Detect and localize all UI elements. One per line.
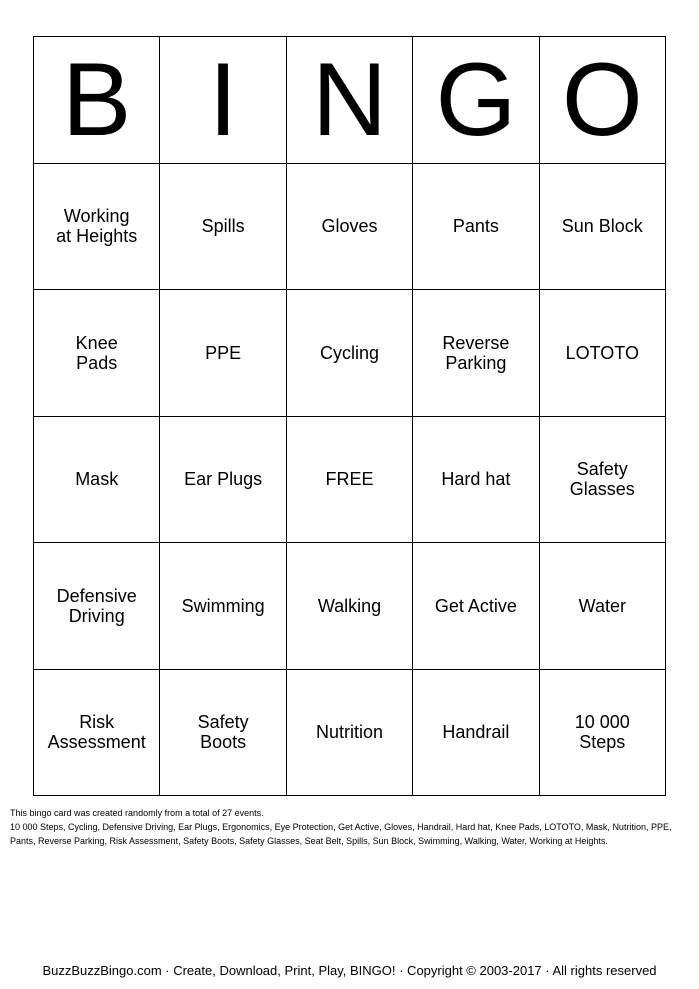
bingo-square xyxy=(287,164,413,291)
bingo-square-label: Working at Heights xyxy=(56,206,138,247)
bingo-card xyxy=(33,36,666,796)
bingo-square-label: Hard hat xyxy=(441,469,511,490)
bingo-square-label: Cycling xyxy=(319,342,379,363)
bingo-square-label: 10 000 Steps xyxy=(574,712,630,753)
bingo-square-label: Risk Assessment xyxy=(47,712,146,753)
bingo-square-label: Swimming xyxy=(181,595,265,616)
free-square xyxy=(287,417,413,544)
bingo-square-label: PPE xyxy=(205,342,242,363)
bingo-square-label: Mask xyxy=(75,469,119,490)
bingo-square-label: Safety Glasses xyxy=(569,459,635,500)
bingo-square-label: Reverse Parking xyxy=(442,332,510,373)
bingo-square xyxy=(287,670,413,797)
bingo-square xyxy=(34,543,160,670)
bingo-square-label: Sun Block xyxy=(561,216,643,237)
bingo-square-label: Handrail xyxy=(442,722,510,743)
bingo-square xyxy=(34,417,160,544)
bingo-square-label: Pants xyxy=(452,216,499,237)
bingo-square-label: Get Active xyxy=(434,595,517,616)
bingo-square xyxy=(160,670,286,797)
bingo-square-label: Knee Pads xyxy=(75,332,118,373)
bingo-square xyxy=(34,670,160,797)
bingo-square xyxy=(540,164,666,291)
bingo-square xyxy=(413,417,539,544)
bingo-square xyxy=(160,164,286,291)
header-letter-n: N xyxy=(287,37,413,164)
bingo-square-label: Walking xyxy=(317,595,382,616)
bingo-square-label: Water xyxy=(578,595,626,616)
bingo-square-label: LOTOTO xyxy=(565,342,639,363)
header-letter-i: I xyxy=(160,37,286,164)
bingo-square xyxy=(540,670,666,797)
bingo-square-label: Ear Plugs xyxy=(184,469,263,490)
bingo-square xyxy=(160,417,286,544)
bingo-square xyxy=(413,543,539,670)
bingo-square xyxy=(287,543,413,670)
bingo-square xyxy=(540,417,666,544)
bingo-square-label: Safety Boots xyxy=(197,712,249,753)
bingo-square-label: Spills xyxy=(201,216,245,237)
bingo-square-label: Gloves xyxy=(321,216,378,237)
bingo-square xyxy=(34,164,160,291)
bingo-square xyxy=(413,670,539,797)
bingo-square xyxy=(287,290,413,417)
bingo-square xyxy=(540,543,666,670)
bingo-square-label: Defensive Driving xyxy=(56,585,137,626)
bingo-square xyxy=(540,290,666,417)
bingo-square xyxy=(34,290,160,417)
bingo-square xyxy=(413,164,539,291)
events-list: 10 000 Steps, Cycling, Defensive Driving, Ear Plugs, Ergonomics, Eye Protection, Get Active, Gloves, Handrail, Hard hat, Knee Pads, LOTOTO, Mask, Nutrition, PPE, Pants, Reverse Parking, Risk Assessment, Safety Boots, Safety Glasses, Seat Belt, Spills, Sun Block, Swimming, Walking, Water, Working at Heights. xyxy=(10,822,672,846)
bingo-square xyxy=(160,543,286,670)
bingo-square-label: Nutrition xyxy=(315,722,383,743)
card-info xyxy=(10,806,690,848)
bingo-square xyxy=(160,290,286,417)
created-note: This bingo card was created randomly from a total of 27 events. xyxy=(10,808,264,818)
header-letter-g: G xyxy=(413,37,539,164)
free-square-label: FREE xyxy=(325,469,374,490)
footer-text: BuzzBuzzBingo.com · Create, Download, Print, Play, BINGO! · Copyright © 2003-2017 · All rights reserved xyxy=(42,963,657,978)
bingo-square xyxy=(413,290,539,417)
header-letter-o: O xyxy=(540,37,666,164)
header-letter-b: B xyxy=(34,37,160,164)
